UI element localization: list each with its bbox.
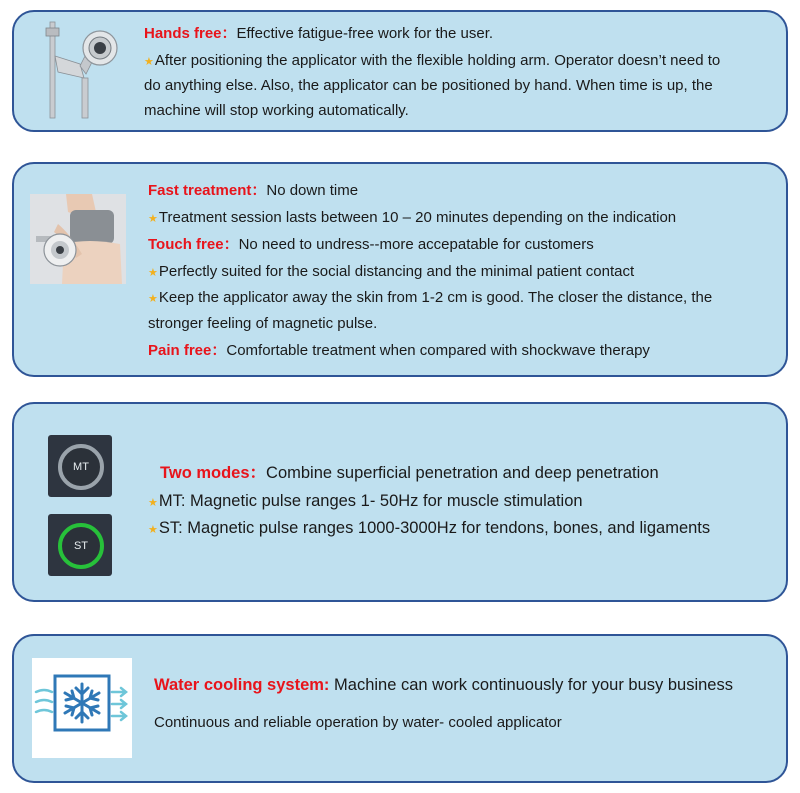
touch-free-bullet-2-text: Keep the applicator away the skin from 1-2 cm is good. The closer the distance, the — [158, 289, 713, 306]
patient-treatment-image — [30, 194, 126, 284]
star-icon: ★ — [144, 56, 154, 68]
touch-free-bullet-1 — [148, 263, 634, 282]
pain-free-heading — [148, 342, 650, 360]
water-cooling-title: Water cooling system: — [154, 676, 330, 694]
star-icon: ★ — [148, 213, 158, 225]
snowflake-cooling-icon — [32, 658, 132, 758]
hands-free-line-1: After positioning the applicator with the flexible holding arm. Operator doesn’t need to — [154, 52, 721, 69]
treatment-panel — [12, 162, 788, 377]
st-mode-line — [148, 519, 710, 539]
star-icon: ★ — [148, 267, 158, 279]
hands-free-panel — [12, 10, 788, 132]
touch-free-bullet-2-cont: stronger feeling of magnetic pulse. — [148, 315, 378, 332]
touch-free-title: Touch free： — [148, 236, 239, 253]
two-modes-heading — [160, 464, 659, 482]
two-modes-panel — [12, 402, 788, 602]
star-icon: ★ — [148, 524, 158, 536]
hands-free-desc: Effective fatigue-free work for the user. — [236, 25, 494, 42]
two-modes-title: Two modes： — [160, 464, 267, 482]
pain-free-title: Pain free： — [148, 342, 227, 359]
fast-treatment-bullet — [148, 209, 676, 228]
mt-mode-text: MT: Magnetic pulse ranges 1- 50Hz for muscle stimulation — [158, 492, 583, 510]
hands-free-title: Hands free： — [144, 25, 237, 42]
mt-icon-label: MT — [58, 444, 104, 490]
fast-treatment-title: Fast treatment： — [148, 182, 267, 199]
st-mode-text: ST: Magnetic pulse ranges 1000-3000Hz for tendons, bones, and ligaments — [158, 519, 711, 537]
water-cooling-panel — [12, 634, 788, 783]
water-cooling-heading — [154, 676, 733, 694]
mt-mode-line — [148, 492, 583, 512]
touch-free-heading — [148, 236, 594, 254]
st-mode-icon — [48, 514, 112, 576]
pain-free-desc: Comfortable treatment when compared with shockwave therapy — [226, 342, 650, 359]
water-cooling-line: Continuous and reliable operation by water- cooled applicator — [154, 714, 562, 731]
st-icon-label: ST — [58, 523, 104, 569]
hands-free-line-2: do anything else. Also, the applicator can be positioned by hand. When time is up, the — [144, 77, 713, 94]
two-modes-desc: Combine superficial penetration and deep penetration — [266, 464, 659, 482]
fast-treatment-desc: No down time — [266, 182, 359, 199]
water-cooling-desc: Machine can work continuously for your busy business — [334, 676, 733, 694]
hands-free-heading — [144, 25, 493, 43]
touch-free-desc: No need to undress--more accepatable for customers — [238, 236, 594, 253]
touch-free-bullet-2 — [148, 289, 712, 308]
star-icon: ★ — [148, 497, 158, 509]
hands-free-bullet — [144, 52, 720, 71]
fast-treatment-heading — [148, 182, 358, 200]
mt-mode-icon — [48, 435, 112, 497]
touch-free-bullet-1-text: Perfectly suited for the social distancing and the minimal patient contact — [158, 263, 635, 280]
fast-treatment-bullet-text: Treatment session lasts between 10 – 20 minutes depending on the indication — [158, 209, 677, 226]
hands-free-line-3: machine will stop working automatically. — [144, 102, 409, 119]
holding-arm-image — [40, 16, 122, 128]
star-icon: ★ — [148, 293, 158, 305]
